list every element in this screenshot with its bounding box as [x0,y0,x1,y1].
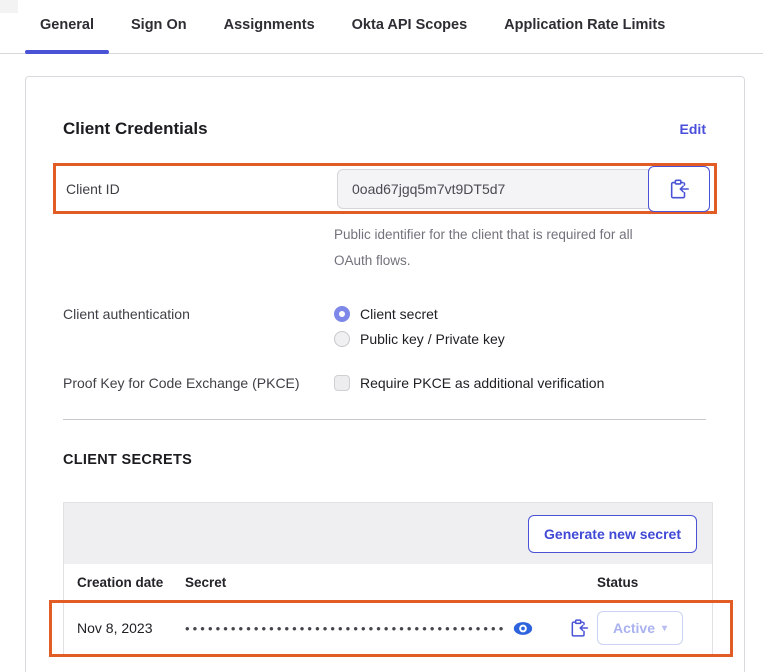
secret-cell [185,618,597,638]
client-id-label: Client ID [66,180,120,197]
client-id-input[interactable] [337,169,649,209]
tab-bar [0,0,763,54]
copy-secret-button[interactable] [569,618,589,638]
client-secrets-title: CLIENT SECRETS [63,452,193,468]
client-authentication-row [63,306,706,347]
client-authentication-options [334,306,505,347]
client-credentials-title: Client Credentials [63,119,208,138]
status-label: Active [612,620,655,636]
tab-assignments[interactable]: Assignments [223,17,315,33]
pkce-checkbox-label: Require PKCE as additional verification [360,375,605,391]
pkce-checkbox[interactable] [334,375,350,391]
client-authentication-label: Client authentication [63,306,190,322]
pkce-label: Proof Key for Code Exchange (PKCE) [63,375,300,391]
edit-link[interactable]: Edit [679,121,706,137]
radio-client-secret-label: Client secret [360,306,438,322]
client-id-row-highlight [53,163,717,214]
radio-client-secret[interactable] [334,306,505,322]
pkce-checkbox-line[interactable] [334,375,604,391]
section-divider [63,419,706,420]
masked-secret: •••••••••••••••••••••••••••••••••••••••••• [185,620,507,636]
status-dropdown[interactable] [597,611,683,645]
clipboard-copy-icon [668,178,690,200]
reveal-secret-button[interactable] [513,621,533,636]
client-id-help-line2: OAuth flows. [334,253,411,268]
radio-public-private-key[interactable] [334,331,505,347]
table-header-row [64,564,712,602]
client-credentials-header [63,119,706,139]
header-creation-date: Creation date [77,575,164,590]
tab-application-rate-limits[interactable]: Application Rate Limits [504,17,666,33]
radio-public-private-key-label: Public key / Private key [360,331,505,347]
header-status: Status [597,575,639,590]
status-cell [597,611,712,645]
client-secrets-toolbar [64,503,712,564]
radio-selected-icon[interactable] [334,306,350,322]
client-secrets-table [63,502,713,655]
client-id-help-line1: Public identifier for the client that is required for all [334,227,633,242]
client-credentials-card [25,76,745,672]
generate-new-secret-button[interactable]: Generate new secret [528,515,697,553]
header-secret: Secret [185,575,227,590]
client-id-help [334,222,706,274]
pkce-row [63,375,706,391]
secret-creation-date: Nov 8, 2023 [77,620,153,636]
table-row [64,602,712,654]
tab-general[interactable]: General [40,17,94,53]
radio-unselected-icon[interactable] [334,331,350,347]
tab-okta-api-scopes[interactable]: Okta API Scopes [351,17,468,33]
eye-icon [513,621,533,636]
tab-sign-on[interactable]: Sign On [131,17,187,33]
client-id-control [337,166,710,212]
caret-down-icon: ▾ [662,622,668,634]
clipboard-copy-icon [569,618,589,638]
copy-client-id-button[interactable] [648,166,710,212]
